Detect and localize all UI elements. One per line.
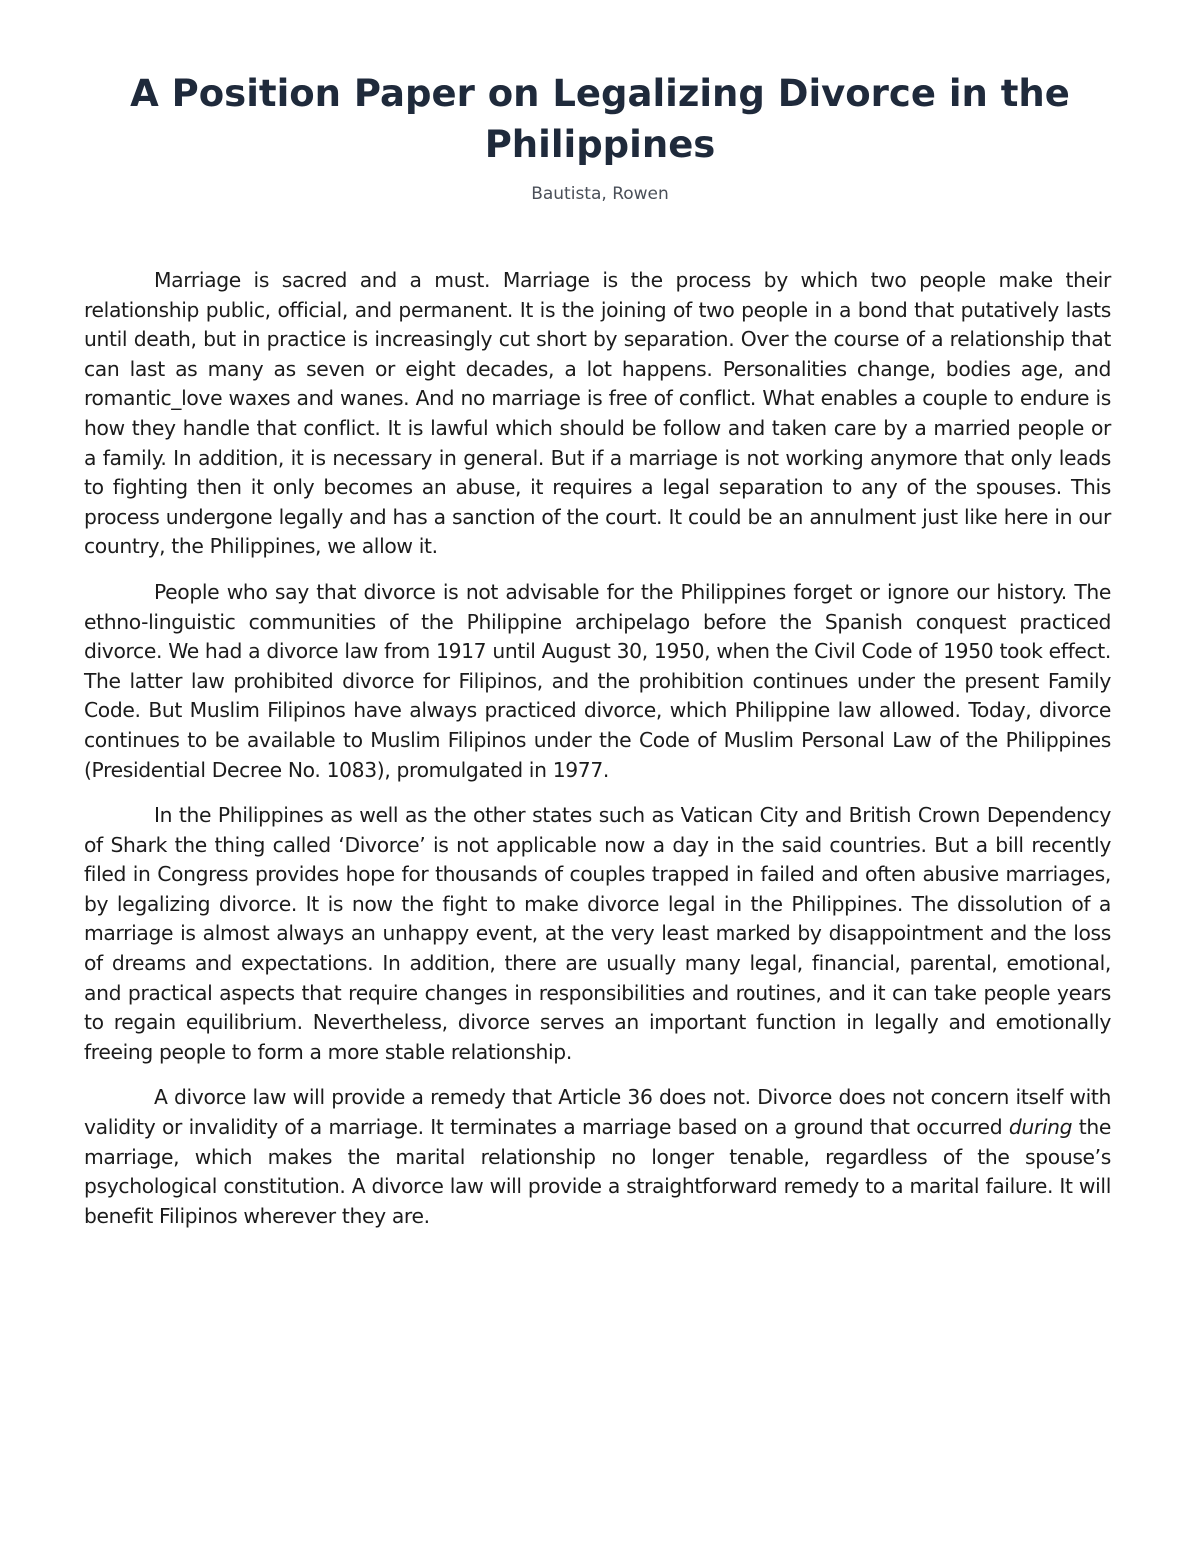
paragraph-4-after: the marriage, which makes the marital relationship no longer tenable, regardless of the spouse’s psychological constitution. A divorce law will provide a straightforward remedy to a marital failure. It will benefit Filipinos wherever they are.	[84, 1115, 1111, 1228]
paragraph-2: People who say that divorce is not advisable for the Philippines forget or ignore our history. The ethno-linguistic communities of the Philippine archipelago before the Spanish conquest practiced divorce. We had a divorce law from 1917 until August 30, 1950, when the Civil Code of 1950 took effect. The latter law prohibited divorce for Filipinos, and the prohibition continues under the present Family Code. But Muslim Filipinos have always practiced divorce, which Philippine law allowed. Today, divorce continues to be available to Muslim Filipinos under the Code of Muslim Personal Law of the Philippines (Presidential Decree No. 1083), promulgated in 1977.	[84, 579, 1111, 782]
paragraph-1: Marriage is sacred and a must. Marriage is the process by which two people make their relationship public, official, and permanent. It is the joining of two people in a bond that putatively lasts until death, but in practice is increasingly cut short by separation. Over the course of a relationship that can last as many as seven or eight decades, a lot happens. Personalities change, bodies age, and romantic_love waxes and wanes. And no marriage is free of conflict. What enables a couple to endure is how they handle that conflict. It is lawful which should be follow and taken care by a married people or a family. In addition, it is necessary in general. But if a marriage is not working anymore that only leads to fighting then it only becomes an abuse, it requires a legal separation to any of the spouses. This process undergone legally and has a sanction of the court. It could be an annulment just like here in our country, the Philippines, we allow it.	[84, 268, 1111, 559]
paragraph-4-before: A divorce law will provide a remedy that Article 36 does not. Divorce does not concern itself with validity or invalidity of a marriage. It terminates a marriage based on a ground that occurred	[84, 1085, 1111, 1140]
document-title: A Position Paper on Legalizing Divorce in the Philippines	[130, 72, 1070, 166]
paragraph-4	[84, 1083, 1111, 1231]
paragraph-3: In the Philippines as well as the other states such as Vatican City and British Crown Dependency of Shark the thing called ‘Divorce’ is not applicable now a day in the said countries. But a bill recently filed in Congress provides hope for thousands of couples trapped in failed and often abusive marriages, by legalizing divorce. It is now the fight to make divorce legal in the Philippines. The dissolution of a marriage is almost always an unhappy event, at the very least marked by disappointment and the loss of dreams and expectations. In addition, there are usually many legal, financial, parental, emotional, and practical aspects that require changes in responsibilities and routines, and it can take people years to regain equilibrium. Nevertheless, divorce serves an important function in legally and emotionally freeing people to form a more stable relationship.	[84, 803, 1111, 1064]
document-body	[84, 266, 1111, 1247]
emphasized-word: during	[1008, 1115, 1073, 1140]
author-name: Bautista, Rowen	[531, 184, 669, 204]
